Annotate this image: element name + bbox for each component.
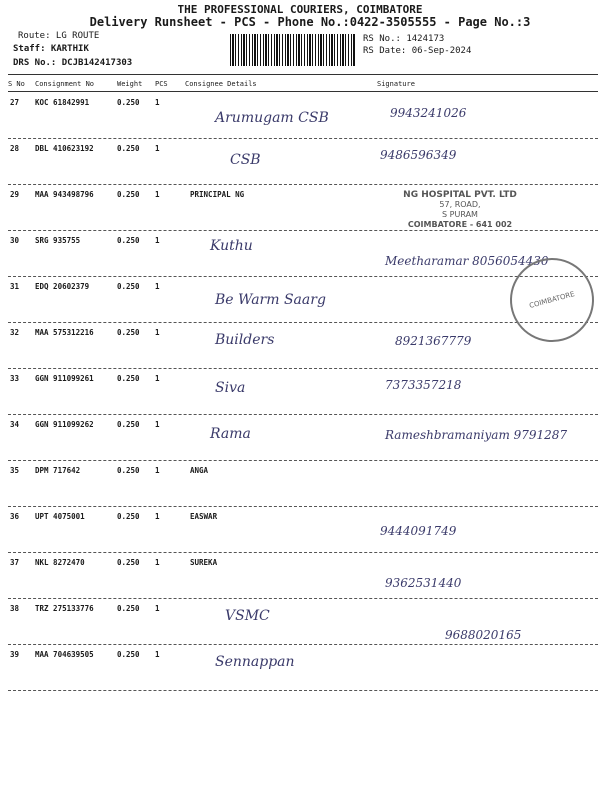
row-details: SUREKA xyxy=(190,558,218,567)
row-pcs: 1 xyxy=(155,144,160,153)
row-cons: SRG 935755 xyxy=(35,236,81,245)
header-rule-top xyxy=(8,74,598,75)
drs-number: DRS No.: DCJB142417303 xyxy=(13,58,133,68)
row-divider xyxy=(8,276,598,277)
row-divider xyxy=(8,138,598,139)
row-weight: 0.250 xyxy=(117,558,140,567)
row-weight: 0.250 xyxy=(117,466,140,475)
row-pcs: 1 xyxy=(155,190,160,199)
row-divider xyxy=(8,690,598,691)
row-cons: DPM 717642 xyxy=(35,466,81,475)
row-divider xyxy=(8,368,598,369)
row-weight: 0.250 xyxy=(117,98,140,107)
row-sno: 28 xyxy=(10,144,20,153)
row-sno: 36 xyxy=(10,512,20,521)
rs-number: RS No.: 1424173 xyxy=(363,34,445,44)
row-divider xyxy=(8,506,598,507)
row-weight: 0.250 xyxy=(117,236,140,245)
row-sno: 31 xyxy=(10,282,20,291)
row-sno: 27 xyxy=(10,98,20,107)
row-hw_name: Kuthu xyxy=(210,238,253,254)
header-rule-bottom xyxy=(8,91,598,92)
row-pcs: 1 xyxy=(155,236,160,245)
col-weight: Weight xyxy=(117,80,143,88)
row-cons: MAA 704639505 xyxy=(35,650,94,659)
row-weight: 0.250 xyxy=(117,604,140,613)
row-sno: 37 xyxy=(10,558,20,567)
row-cons: NKL 8272470 xyxy=(35,558,85,567)
row-details: ANGA xyxy=(190,466,209,475)
row-divider xyxy=(8,184,598,185)
row-divider xyxy=(8,460,598,461)
runsheet-subtitle: Delivery Runsheet - PCS - Phone No.:0422-3505555 - Page No.:3 xyxy=(89,15,531,29)
row-hw_name: CSB xyxy=(230,152,261,168)
col-consignee: Consignee Details xyxy=(185,80,257,88)
row-pcs: 1 xyxy=(155,374,160,383)
row-hw_name: Arumugam CSB xyxy=(215,110,329,126)
row-cons: GGN 911099261 xyxy=(35,374,94,383)
row-divider xyxy=(8,230,598,231)
row-weight: 0.250 xyxy=(117,650,140,659)
row-hw_sig: Rameshbramaniyam 9791287 xyxy=(385,428,568,442)
row-pcs: 1 xyxy=(155,512,160,521)
row-hw_sig: 9688020165 xyxy=(445,628,522,642)
row-pcs: 1 xyxy=(155,650,160,659)
row-weight: 0.250 xyxy=(117,374,140,383)
seal-text: COIMBATORE xyxy=(528,290,576,310)
row-hw_sig: 9486596349 xyxy=(380,148,457,162)
row-hw_sig: 9943241026 xyxy=(390,106,467,120)
row-cons: UPT 4075001 xyxy=(35,512,85,521)
row-weight: 0.250 xyxy=(117,328,140,337)
row-details: EASWAR xyxy=(190,512,218,521)
row-hw_name: Siva xyxy=(215,380,246,396)
row-weight: 0.250 xyxy=(117,282,140,291)
row-divider xyxy=(8,414,598,415)
company-title: THE PROFESSIONAL COURIERS, COIMBATORE xyxy=(177,3,423,16)
row-sno: 33 xyxy=(10,374,20,383)
stamp-line-1: NG HOSPITAL PVT. LTD xyxy=(403,190,517,200)
row-sno: 32 xyxy=(10,328,20,337)
col-sno: S No xyxy=(8,80,25,88)
row-pcs: 1 xyxy=(155,328,160,337)
row-cons: EDQ 20602379 xyxy=(35,282,90,291)
hospital-stamp xyxy=(380,190,540,230)
barcode xyxy=(230,34,355,66)
route-label: Route: LG ROUTE xyxy=(18,31,100,41)
rs-date: RS Date: 06-Sep-2024 xyxy=(363,46,472,56)
row-sno: 30 xyxy=(10,236,20,245)
row-pcs: 1 xyxy=(155,282,160,291)
row-pcs: 1 xyxy=(155,98,160,107)
stamp-line-4: COIMBATORE - 641 002 xyxy=(407,220,513,229)
row-divider xyxy=(8,598,598,599)
row-weight: 0.250 xyxy=(117,190,140,199)
row-sno: 34 xyxy=(10,420,20,429)
row-weight: 0.250 xyxy=(117,512,140,521)
row-weight: 0.250 xyxy=(117,144,140,153)
row-cons: GGN 911099262 xyxy=(35,420,94,429)
row-hw_name: Sennappan xyxy=(215,654,295,670)
row-hw_name: VSMC xyxy=(225,608,270,624)
row-details: PRINCIPAL NG xyxy=(190,190,245,199)
row-divider xyxy=(8,322,598,323)
row-hw_sig: 9362531440 xyxy=(385,576,462,590)
col-signature: Signature xyxy=(377,80,415,88)
staff-label: Staff: KARTHIK xyxy=(13,44,89,54)
row-cons: MAA 943498796 xyxy=(35,190,94,199)
row-hw_name: Be Warm Saarg xyxy=(215,292,326,308)
row-pcs: 1 xyxy=(155,466,160,475)
row-hw_name: Rama xyxy=(210,426,251,442)
row-hw_sig: 9444091749 xyxy=(380,524,457,538)
stamp-line-2: 57, ROAD, xyxy=(439,200,481,209)
row-cons: MAA 575312216 xyxy=(35,328,94,337)
row-pcs: 1 xyxy=(155,420,160,429)
row-weight: 0.250 xyxy=(117,420,140,429)
row-cons: DBL 410623192 xyxy=(35,144,94,153)
col-pcs: PCS xyxy=(155,80,168,88)
row-divider xyxy=(8,552,598,553)
row-hw_sig: 7373357218 xyxy=(385,378,462,392)
row-pcs: 1 xyxy=(155,558,160,567)
row-hw_name: Builders xyxy=(215,332,275,348)
stamp-line-3: S PURAM xyxy=(442,210,478,219)
row-sno: 39 xyxy=(10,650,20,659)
row-hw_sig: 8921367779 xyxy=(395,334,472,348)
col-consignment: Consignment No xyxy=(35,80,95,88)
row-sno: 35 xyxy=(10,466,20,475)
row-cons: TRZ 275133776 xyxy=(35,604,94,613)
row-cons: KOC 61842991 xyxy=(35,98,90,107)
row-pcs: 1 xyxy=(155,604,160,613)
row-hw_sig: Meetharamar 8056054430 xyxy=(385,254,549,268)
row-sno: 38 xyxy=(10,604,20,613)
row-sno: 29 xyxy=(10,190,20,199)
row-divider xyxy=(8,644,598,645)
